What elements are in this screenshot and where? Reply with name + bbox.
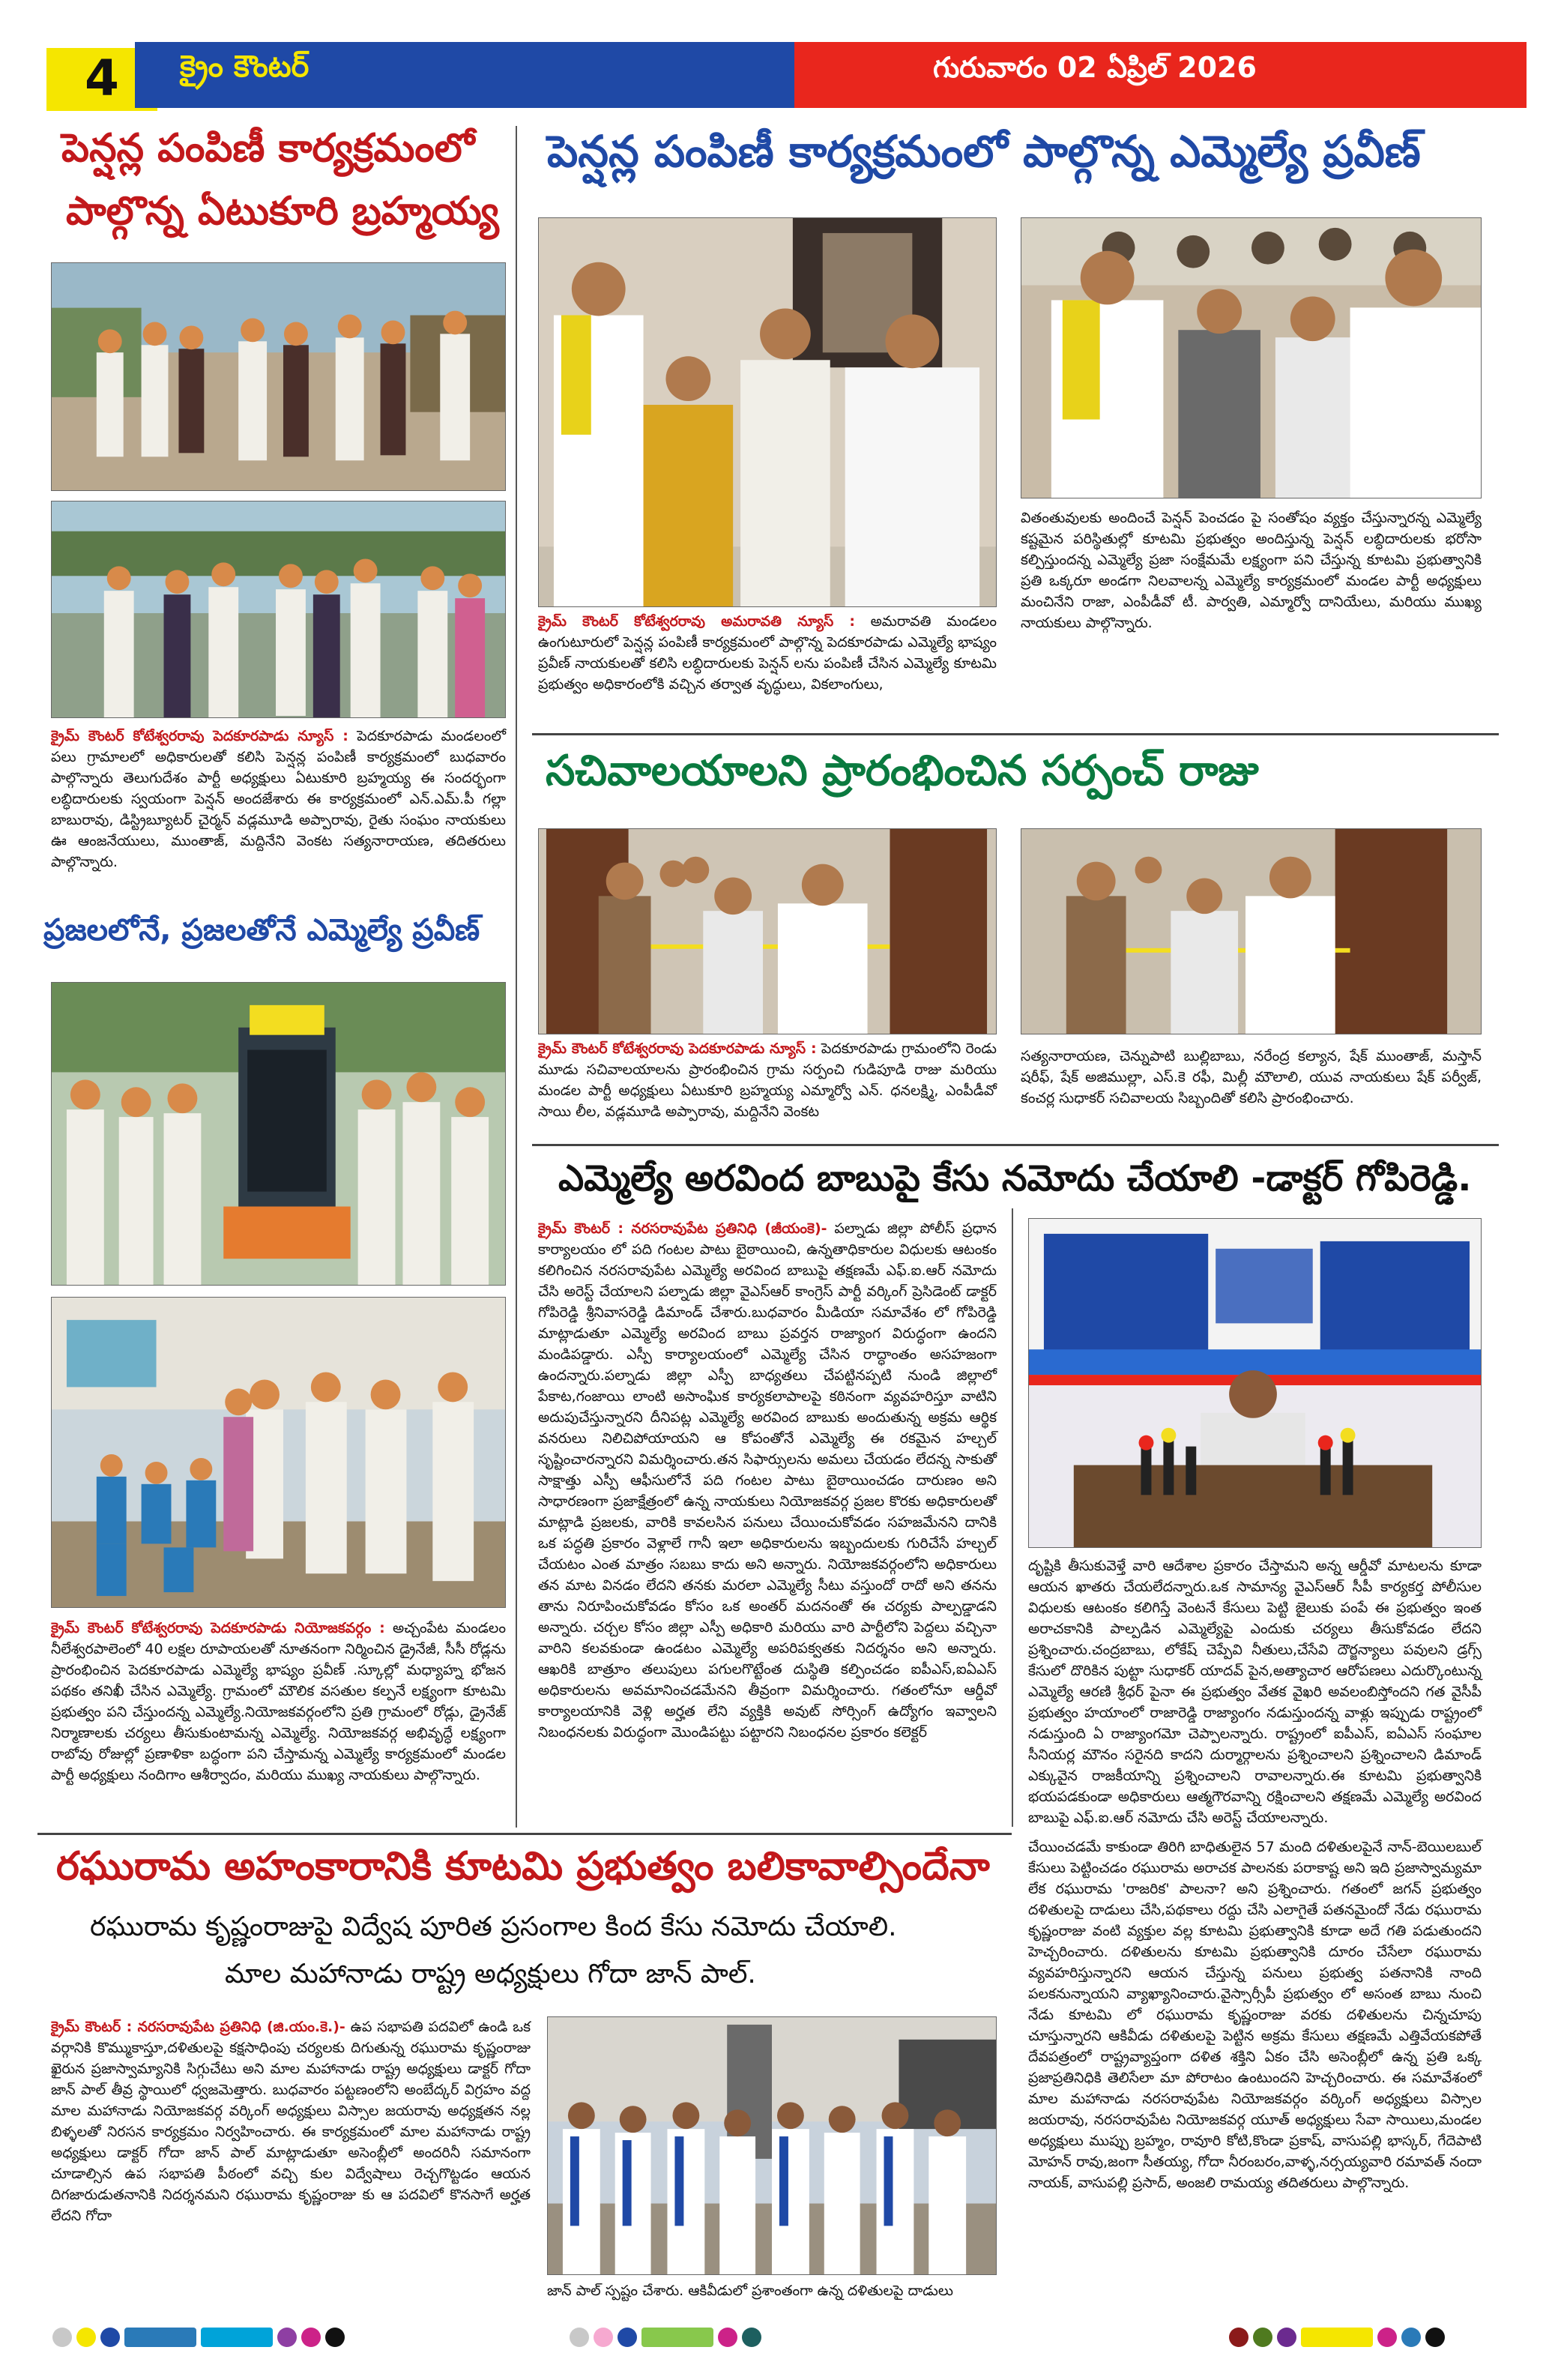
story3-text-left: పెదకూరపాడు గ్రామంలోని రెండు మూడు సచివాలయాలను ప్రారంభించిన గ్రామ సర్పంచి గుడిపూడి రాజు మరియు మండల పార్టీ అధ్యక్షులు ఏటుకూరి బ్రహ్మయ్య ఎమ్మార్వో ఎన్. ధనలక్ష్మి, ఎంపీడీవో సాయి లీల, వడ్లమూడి అప్పారావు, మద్దినేని వెంకట [538,1040,997,1120]
story1-body [51,726,506,898]
story4-text: అచ్చంపేట మండలం నీలేశ్వరపాలెంలో 40 లక్షల రూపాయలతో నూతనంగా నిర్మించిన డ్రైనేజీ, సీసీ రోడ్లను ప్రారంభించిన పెదకూరపాడు ఎమ్మెల్యే భాష్యం ప్రవీణ్ .స్కూల్లో మధ్యాహ్న భోజన పథకం తనిఖీ చేసిన ఎమ్మెల్యే. గ్రామంలో మౌలిక వసతుల కల్పనే లక్ష్యంగా కూటమి ప్రభుత్వం పని చేస్తుందన్న ఎమ్మెల్యే.నియోజకవర్గంలోని ప్రతి గ్రామంలో రోడ్లు, డ్రైనేజ్ నిర్మాణాలకు చర్యలు తీసుకుంటామన్న ఎమ్మెల్యే. నియోజకవర్గ అభివృద్ధే లక్ష్యంగా రాబోవు రోజుల్లో ప్రణాళికా బద్ధంగా పని చేస్తామన్న ఎమ్మెల్యే కార్యక్రమంలో మండల పార్టీ అధ్యక్షులు నందిగాం ఆశీర్వాదం, మరియు ముఖ్య నాయకులు పాల్గొన్నారు. [51,1620,506,1783]
story3-photo-ribbon-cutting-2 [1021,828,1482,1034]
registration-dot [1253,2328,1272,2347]
story1-photo-group [51,501,506,718]
color-registration-middle [570,2328,766,2355]
registration-dot [1425,2328,1445,2347]
registration-dot [1277,2328,1296,2347]
paper-name: క్రైం కౌంటర్ [180,49,310,84]
story2-photo-handover-2 [1021,217,1482,498]
story6-subline2: మాల మహానాడు రాష్ట్ర అధ్యక్షులు గోదా జాన్ పాల్. [225,1959,756,1989]
story6-dateline: క్రైమ్ కౌంటర్ : నరసరావుపేట ప్రతినిధి (జి.యం.కె.)- [51,2019,345,2035]
story6-caption-text: జాన్ పాల్ స్పష్టం చేశారు. ఆకివీడులో ప్రశాంతంగా ఉన్న దళితులపై దాడులు [547,2283,953,2299]
registration-dot [301,2328,321,2347]
page-number: 4 [85,49,119,107]
registration-dot [742,2328,761,2347]
registration-dot [1229,2328,1248,2347]
divider-story2 [532,733,1499,735]
story1-headline-line2: పాల్గొన్న ఏటుకూరి బ్రహ్మయ్య [66,189,499,234]
registration-dot [618,2328,637,2347]
story6-text-left: ఉప సభాపతి పదవిలో ఉండి ఒక వర్గానికి కొమ్ముకాస్తూ,దళితులపై కక్షసాధింపు చర్యలకు దిగుతున్న రఘురామ కృష్ణంరాజు ఖైరున ప్రజాస్వామ్యానికి సిగ్గుచేటు అని మాల మహానాడు రాష్ట్ర అధ్యక్షులు డాక్టర్ గోదా జాన్ పాల్ తీవ్ర స్థాయిలో ధ్వజమెత్తారు. బుధవారం పట్టణంలోని అంబేద్కర్ విగ్రహం వద్ద మాల మహానాడు నియోజకవర్గ వర్కింగ్ అధ్యక్షులు విస్సాల జయరావు అధ్యక్షతన నల్ల బిళ్ళలతో నిరసన కార్యక్రమం నిర్వహించారు. ఈ కార్యక్రమంలో మాల మహానాడు రాష్ట్ర అధ్యక్షులు డాక్టర్ గోదా జాన్ పాల్ మాట్లాడుతూ అసెంబ్లీలో అందరినీ సమానంగా చూడాల్సిన ఉప సభాపతి పీఠంలో వచ్చి కుల విద్వేషాలు రెచ్చగొట్టడం ఆయన దిగజారుడుతనానికి నిదర్శనమని రఘురామ కృష్ణంరాజు కు ఆ పదవిలో కొనసాగే అర్హత లేదని గోదా [51,2019,531,2224]
story6-body-left [51,2016,531,2309]
story2-photo-handover-1 [538,217,997,607]
story6-subline1: రఘురామ కృష్ణంరాజుపై విద్వేష పూరిత ప్రసంగాల కింద కేసు నమోదు చేయాలి. [90,1911,897,1942]
story6-text-right: చేయించడమే కాకుండా తిరిగి బాధితులైన 57 మంది దళితులపైనే నాన్-బెయిలబుల్ కేసులు పెట్టించడం రఘురామ అరాచక పాలనకు పరాకాష్ట అని ఇది ప్రజాస్వామ్యమా లేక రఘురామ 'రాజరిక' పాలనా? అని ప్రశ్నించారు. గతంలో జగన్ ప్రభుత్వం దళితులపై దాడులు చేసి,పథకాలు రద్దు చేసి ఎలాగైతే పతనమైందో నేడు రఘురామ కృష్ణంరాజు వంటి వ్యక్తుల వల్ల కూటమి ప్రభుత్వానికి కూడా అదే గతి పడుతుందని హెచ్చరించారు. దళితులను కూటమి ప్రభుత్వానికి దూరం చేసేలా రఘురామ వ్యవహరిస్తున్నారని ఆయన చేస్తున్న పనులు ప్రభుత్వ పతనానికి నాంది పలకనున్నాయని వ్యాఖ్యానించారు.వైస్సార్సీపీ ప్రభుత్వం లో అసంత బాబు నుంచి నేడు కూటమి లో రఘురామ కృష్ణంరాజు వరకు దళితులను చిన్నచూపు చూస్తున్నారని ఆకివీడు దళితులపై పెట్టిన అక్రమ కేసులు తక్షణమే ఎత్తివేయకపోతే దేవపత్రంలో రాష్ట్రవ్యాప్తంగా దళిత శక్తిని ఏకం చేసి అసెంబ్లీలో ఉన్న ప్రతి ఒక్క ప్రజాప్రతినిధికి తెలిసేలా మా పోరాటం ఉంటుందని హెచ్చరించారు. ఈ సమావేశంలో మాల మహానాడు నరసరావుపేట నియోజకవర్గం వర్కింగ్ అధ్యక్షులు విస్సాల జయరావు, నరసరావుపేట నియోజకవర్గ యూత్ అధ్యక్షులు సేవా సాయిలు,మండల అధ్యక్షులు ముప్పు బ్రహ్మం, రావూరి కోటి,కొండా ప్రకాష్, వాసుపల్లి భాస్కర్, గేదెపాటి మోహన్ రావు,జంగా సీతయ్య, గోదా నీరంబరం,వాళ్ళ,నర్సయ్యవారి రమావత్ నందా నాయక్, వాసుపల్లి ప్రసాద్, అంజలి రామయ్య తదితరులు పాల్గొన్నారు. [1028,1839,1482,2191]
story5-headline: ఎమ్మెల్యే అరవింద బాబుపై కేసు నమోదు చేయాలి -డాక్టర్ గోపిరెడ్డి. [558,1157,1472,1199]
registration-dot [100,2328,120,2347]
story2-dateline: క్రైమ్ కౌంటర్ కోటేశ్వరరావు అమరావతి న్యూస్ : [538,613,856,630]
color-registration-left [52,2328,349,2355]
registration-dot [277,2328,297,2347]
story4-photo-plaque-inauguration [51,982,506,1286]
registration-dot [1377,2328,1397,2347]
story5-photo-press-meet [1028,1218,1482,1548]
registration-dot [52,2328,72,2347]
story4-headline: ప్రజలలోనే, ప్రజలతోనే ఎమ్మెల్యే ప్రవీణ్ [43,913,480,948]
issue-date: గురువారం 02 ఏప్రిల్ 2026 [933,51,1257,84]
story1-text: పెదకూరపాడు మండలంలో పలు గ్రామాలలో అధికారులతో కలిసి పెన్షన్ల పంపిణీ కార్యక్రమంలో బుధవారం పాల్గొన్నారు తెలుగుదేశం పార్టీ అధ్యక్షులు ఏటుకూరి బ్రహ్మయ్య ఈ సందర్భంగా లబ్ధిదారులకు స్వయంగా పెన్షన్ అందజేశారు ఈ కార్యక్రమంలో ఎన్.ఎమ్.పీ గల్లా బాబురావు, డిస్ట్రిబ్యూటర్ చైర్మన్ వడ్లమూడి అప్పారావు, రైతు సంఘం నాయకులు ఊ ఆంజనేయులు, ముంతాజ్, మద్దినేని వెంకట సత్యనారాయణ, తదితరులు పాల్గొన్నారు. [51,728,506,870]
story1-dateline: క్రైమ్ కౌంటర్ కోటేశ్వరరావు పెదకూరపాడు న్యూస్ : [51,728,348,744]
story5-body-right [1028,1555,1482,1829]
story4-body [51,1618,506,1828]
story2-headline: పెన్షన్ల పంపిణీ కార్యక్రమంలో పాల్గొన్న ఎమ్మెల్యే ప్రవీణ్ [547,126,1421,177]
registration-dot [76,2328,96,2347]
registration-bar [124,2328,196,2347]
story6-caption-mid [547,2280,997,2307]
story3-body-right [1021,1046,1482,1143]
story3-text-right: సత్యనారాయణ, చెన్నుపాటి బుల్లిబాబు, నరేంద్ర కల్యాన, షేక్ ముంతాజ్, మస్తాన్ షరీఫ్, షేక్ అజిముల్లా, ఎస్.కె రఫీ, మిల్లీ మౌలాలి, యువ నాయకులు షేక్ పర్వీజ్, కంచర్ల సుధాకర్ సచివాలయ సిబ్బందితో కలిసి ప్రారంభించారు. [1021,1048,1482,1106]
story3-headline: సచివాలయాలని ప్రారంభించిన సర్పంచ్ రాజు [546,747,1259,795]
story5-body-left [538,1218,997,1825]
column-divider-left [516,126,517,1828]
story6-body-right [1028,1837,1482,2309]
story2-body-right [1021,507,1482,747]
registration-bar [1301,2328,1373,2347]
column-divider-right [1012,1208,1013,1827]
story3-dateline: క్రైమ్ కౌంటర్ కోటేశ్వరరావు పెదకూరపాడు న్యూస్ : [538,1040,817,1057]
story1-headline-line1: పెన్షన్ల పంపిణీ కార్యక్రమంలో [61,126,475,171]
registration-bar [201,2328,273,2347]
story4-dateline: క్రైమ్ కౌంటర్ కోటేశ్వరరావు పెదకూరపాడు నియోజకవర్గం : [51,1620,385,1636]
masthead-bar [22,36,1527,114]
story5-dateline: క్రైమ్ కౌంటర్ : నరసరావుపేట ప్రతినిధి (జీయంకె)- [538,1220,827,1237]
story5-text-left: పల్నాడు జిల్లా పోలీస్ ప్రధాన కార్యాలయం లో పది గంటల పాటు బైఠాయించి, ఉన్నతాధికారుల విధులకు ఆటంకం కలిగించిన నరసరావుపేట ఎమ్మెల్యే అరవింద బాబుపై తక్షణమే ఎఫ్.ఐ.ఆర్ నమోదు చేసి అరెస్ట్ చేయాలని పల్నాడు జిల్లా వైఎస్ఆర్ కాంగ్రెస్ పార్టీ వర్కింగ్ ప్రెసిడెంట్ డాక్టర్ గోపిరెడ్డి శ్రీనివాసరెడ్డి డిమాండ్ చేశారు.బుధవారం మీడియా సమావేశం లో గోపిరెడ్డి మాట్లాడుతూ ఎమ్మెల్యే అరవింద బాబు ప్రవర్తన రాజ్యాంగ విరుద్ధంగా ఉందని మండిపడ్డారు. ఎస్పీ కార్యాలయంలో ఎమ్మెల్యే చేసిన రాద్ధాంతం అసహజంగా ఉందన్నారు.పల్నాడు జిల్లా ఎస్పీ బాధ్యతలు చేపట్టినప్పటి నుండి జిల్లాలో పేకాట,గంజాయి లాంటి అసాంఘిక కార్యకలాపాలపై కఠినంగా వ్యవహరిస్తూ వాటిని అదుపుచేస్తున్నారని దీనిపట్ల ఎమ్మెల్యే అరవింద బాబుకు అందుతున్న అక్రమ ఆర్థిక వనరులు నిలిచిపోయాయని ఆ కోపంతోనే ఎమ్మెల్యే ఈ రకమైన హల్చల్ సృష్టించారన్నారని విమర్శించారు.తన సిఫార్సులను అమలు చేయడం లేదన్న సాకుతో సాక్షాత్తు ఎస్పీ ఆఫీసులోనే పది గంటల పాటు బైఠాయించడం దారుణం అని సాధారణంగా ప్రజాక్షేత్రంలో ఉన్న నాయకులు నియోజకవర్గ ప్రజల కొరకు అధికారులతో మాట్లాడి ప్రజలకు, వారికి కావలసిన పనులు చేయించుకోవడం సహజమేనని దానికి ఒక పద్ధతి ప్రకారం వెళ్లాలే గానీ ఇలా అధికారులను ఇబ్బందులకు గురిచేసే హల్చల్ చేయటం ఎంత మాత్రం సబబు కాదు అని అన్నారు. నియోజకవర్గంలోని అధికారులు తన మాట వినడం లేదని తనకు మరలా ఎమ్మెల్యే సీటు వస్తుందో రాదో అని తనను తాను నిరూపించుకోవడం కోసం ఒక అంతర్ మదనంతో ఈ చర్యకు పాల్పడ్డాడని అన్నారు. చర్చల కోసం జిల్లా ఎస్పీ అధికారి మరియు వారి పార్టీలోని పెద్దలు వచ్చినా వారిని కలవకుండా ఉండటం ఎమ్మెల్యే అపరిపక్వతకు నిదర్శనం అని అన్నారు. ఆఖరికి బాత్రూం తలుపులు పగులగొట్టేంత దుస్థితి కల్పించడం ఐపీఎస్,ఐఏఎస్ అధికారులను అవమానించడమేనని తీవ్రంగా విమర్శించారు. గతంలోనూ ఆర్డీవో కార్యాలయానికి వెళ్లి అర్హత లేని వ్యక్తికి అవుట్ సోర్సింగ్ ఉద్యోగం ఇవ్వాలని నిబంధనలకు విరుద్ధంగా మొండిపట్టు పట్టారని నిబంధనల ప్రకారం కలెక్టర్ [538,1220,997,1741]
divider-story3 [532,1144,1499,1146]
story2-text-left: అమరావతి మండలం ఉంగుటూరులో పెన్షన్ల పంపిణీ కార్యక్రమంలో పాల్గొన్న పెదకూరపాడు ఎమ్మెల్యే భాష్యం ప్రవీణ్ నాయకులతో కలిసి లబ్ధిదారులకు పెన్షన్ లను పంపిణీ చేసిన ఎమ్మెల్యే కూటమి ప్రభుత్వం అధికారంలోకి వచ్చిన తర్వాత వృద్ధులు, వికలాంగులు, [538,613,997,693]
divider-bottom-section [37,1833,1012,1835]
registration-dot [1401,2328,1421,2347]
registration-dot [570,2328,589,2347]
color-registration-right [1229,2328,1449,2355]
story4-photo-school-meal [51,1297,506,1608]
story3-body-left [538,1038,997,1143]
story6-photo-protest [547,2016,997,2275]
story2-text-right: వితంతువులకు అందించే పెన్షన్ పెంచడం పై సంతోషం వ్యక్తం చేస్తున్నారన్న ఎమ్మెల్యే కష్టమైన పరిస్థితుల్లో కూటమి ప్రభుత్వం అందిస్తున్న పెన్షన్ లబ్ధిదారులకు భరోసా కల్పిస్తుందన్న ఎమ్మెల్యే ప్రజా సంక్షేమమే లక్ష్యంగా పని చేస్తున్న కూటమి ప్రభుత్వానికి ప్రతి ఒక్కరూ అండగా నిలవాలన్న ఎమ్మెల్యే కార్యక్రమంలో మండల పార్టీ అధ్యక్షులు మంచినేని రాజా, ఎంపీడీవో టీ. పార్వతి, ఎమ్మార్వో దానియేలు, మరియు ముఖ్య నాయకులు పాల్గొన్నారు. [1021,510,1482,631]
story6-headline: రఘురామ అహంకారానికి కూటమి ప్రభుత్వం బలికావాల్సిందేనా [56,1844,990,1889]
registration-dot [594,2328,613,2347]
story3-photo-ribbon-cutting-1 [538,828,997,1034]
registration-bar [641,2328,713,2347]
registration-dot [325,2328,345,2347]
story2-body-left [538,611,997,746]
story5-text-right: దృష్టికి తీసుకువెళ్తే వారి ఆదేశాల ప్రకారం చేస్తామని అన్న ఆర్డీవో మాటలను కూడా ఆయన ఖాతరు చేయలేదన్నారు.ఒక సామాన్య వైఎస్ఆర్ సీపీ కార్యకర్త పోలీసుల విధులకు ఆటంకం కలిగిస్తే వెంటనే కేసులు పెట్టి జైలుకు పంపే ఈ ప్రభుత్వం ఇంత అరాచకానికి పాల్పడిన ఎమ్మెల్యేపై ఎందుకు చర్యలు తీసుకోవడం లేదని ప్రశ్నించారు.చంద్రబాబు, లోకేష్ చెప్పేవి నీతులు,చేసేవి దౌర్జన్యాలు పవులని డ్రగ్స్ కేసులో దొరికిన పుట్టా సుధాకర్ యాదవ్ పైన,అత్యాచార ఆరోపణలు ఎదుర్కొంటున్న ఎమ్మెల్యే ఆరణి శ్రీధర్ పైనా ఈ ప్రభుత్వం వేతక వైఖరి అవలంబిస్తోందని గత వైసీపీ ప్రభుత్వం హయాంలో రాజారెడ్డి రాజ్యాంగం నడుస్తుందన్న వాళ్లు ఇప్పుడు రాష్ట్రంలో నడుస్తుంది ఏ రాజ్యాంగమో చెప్పాలన్నారు. రాష్ట్రంలో ఐపీఎస్, ఐఏఎస్ సంఘాల సీనియర్ల మౌనం సరైనది కాదని దుర్మార్గాలను ప్రశ్నించాలని ప్రశ్నించాలని డిమాండ్ ఎక్కువైన రాజకీయాన్ని ప్రశ్నించాలని రావాలన్నారు.ఈ కూటమి ప్రభుత్వానికి భయపడకుండా అధికారులు ఆత్మగౌరవాన్ని రక్షించాలని తక్షణమే ఎమ్మెల్యే అరవింద బాబుపై ఎఫ్.ఐ.ఆర్ నమోదు చేసి అరెస్ట్ చేయాలన్నారు. [1028,1558,1482,1826]
story1-photo-pension-distribution [51,262,506,491]
registration-dot [718,2328,737,2347]
